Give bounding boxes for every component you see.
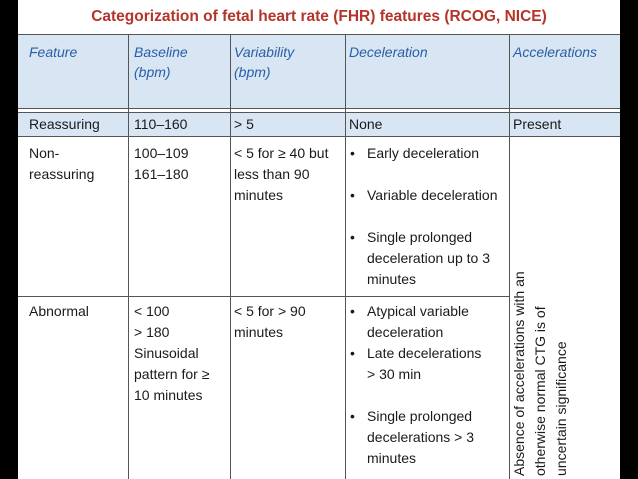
abnormal-decel-1: • Atypical variable deceleration (350, 301, 505, 343)
nonreassuring-decel-2: • Variable deceleration (350, 185, 503, 206)
nonreassuring-baseline-1: 100–109 (134, 145, 189, 161)
table-title: Categorization of fetal heart rate (FHR) features (RCOG, NICE) (91, 8, 547, 25)
reassuring-feature: Reassuring (29, 116, 100, 132)
abnormal-decel-3: • Single prolonged decelerations > 3 minutes (350, 406, 501, 469)
reassuring-baseline: 110–160 (134, 116, 188, 132)
col-rule-3 (345, 34, 346, 479)
nonreassuring-feature: Non-reassuring (29, 145, 95, 182)
reassuring-deceleration: None (349, 116, 383, 132)
col-rule-1 (128, 34, 129, 479)
nonreassuring-decel-1: • Early deceleration (350, 143, 503, 164)
abnormal-baseline-2: > 180 (134, 324, 170, 340)
rule-nonreassuring-bottom (18, 296, 509, 297)
col-rule-2 (230, 34, 231, 479)
header-baseline: Baseline (bpm) (134, 44, 188, 80)
header-accelerations: Accelerations (513, 44, 598, 60)
rule-top (18, 34, 620, 35)
nonreassuring-baseline-2: 161–180 (134, 166, 189, 182)
abnormal-baseline-1: < 100 (134, 303, 170, 319)
header-variability: Variability (bpm) (234, 44, 295, 80)
rule-header-bottom (18, 108, 620, 109)
accelerations-note: Absence of accelerations with an otherwise normal CTG is of uncertain significance (511, 271, 569, 476)
rule-reassuring-bottom (18, 136, 620, 137)
rule-reassuring-top (18, 112, 620, 113)
nonreassuring-variability: < 5 for ≥ 40 but less than 90 minutes (234, 145, 329, 203)
document-page (18, 0, 620, 479)
abnormal-decel-2: • Late decelerations > 30 min (350, 343, 491, 385)
header-feature: Feature (29, 44, 78, 60)
abnormal-feature: Abnormal (29, 303, 89, 319)
abnormal-baseline-3: Sinusoidal pattern for ≥ 10 minutes (134, 345, 210, 403)
reassuring-variability: > 5 (234, 116, 254, 132)
abnormal-variability: < 5 for > 90 minutes (234, 303, 306, 340)
nonreassuring-decel-3: • Single prolonged deceleration up to 3 minutes (350, 227, 507, 290)
header-deceleration: Deceleration (349, 44, 428, 60)
reassuring-accelerations: Present (513, 116, 562, 132)
